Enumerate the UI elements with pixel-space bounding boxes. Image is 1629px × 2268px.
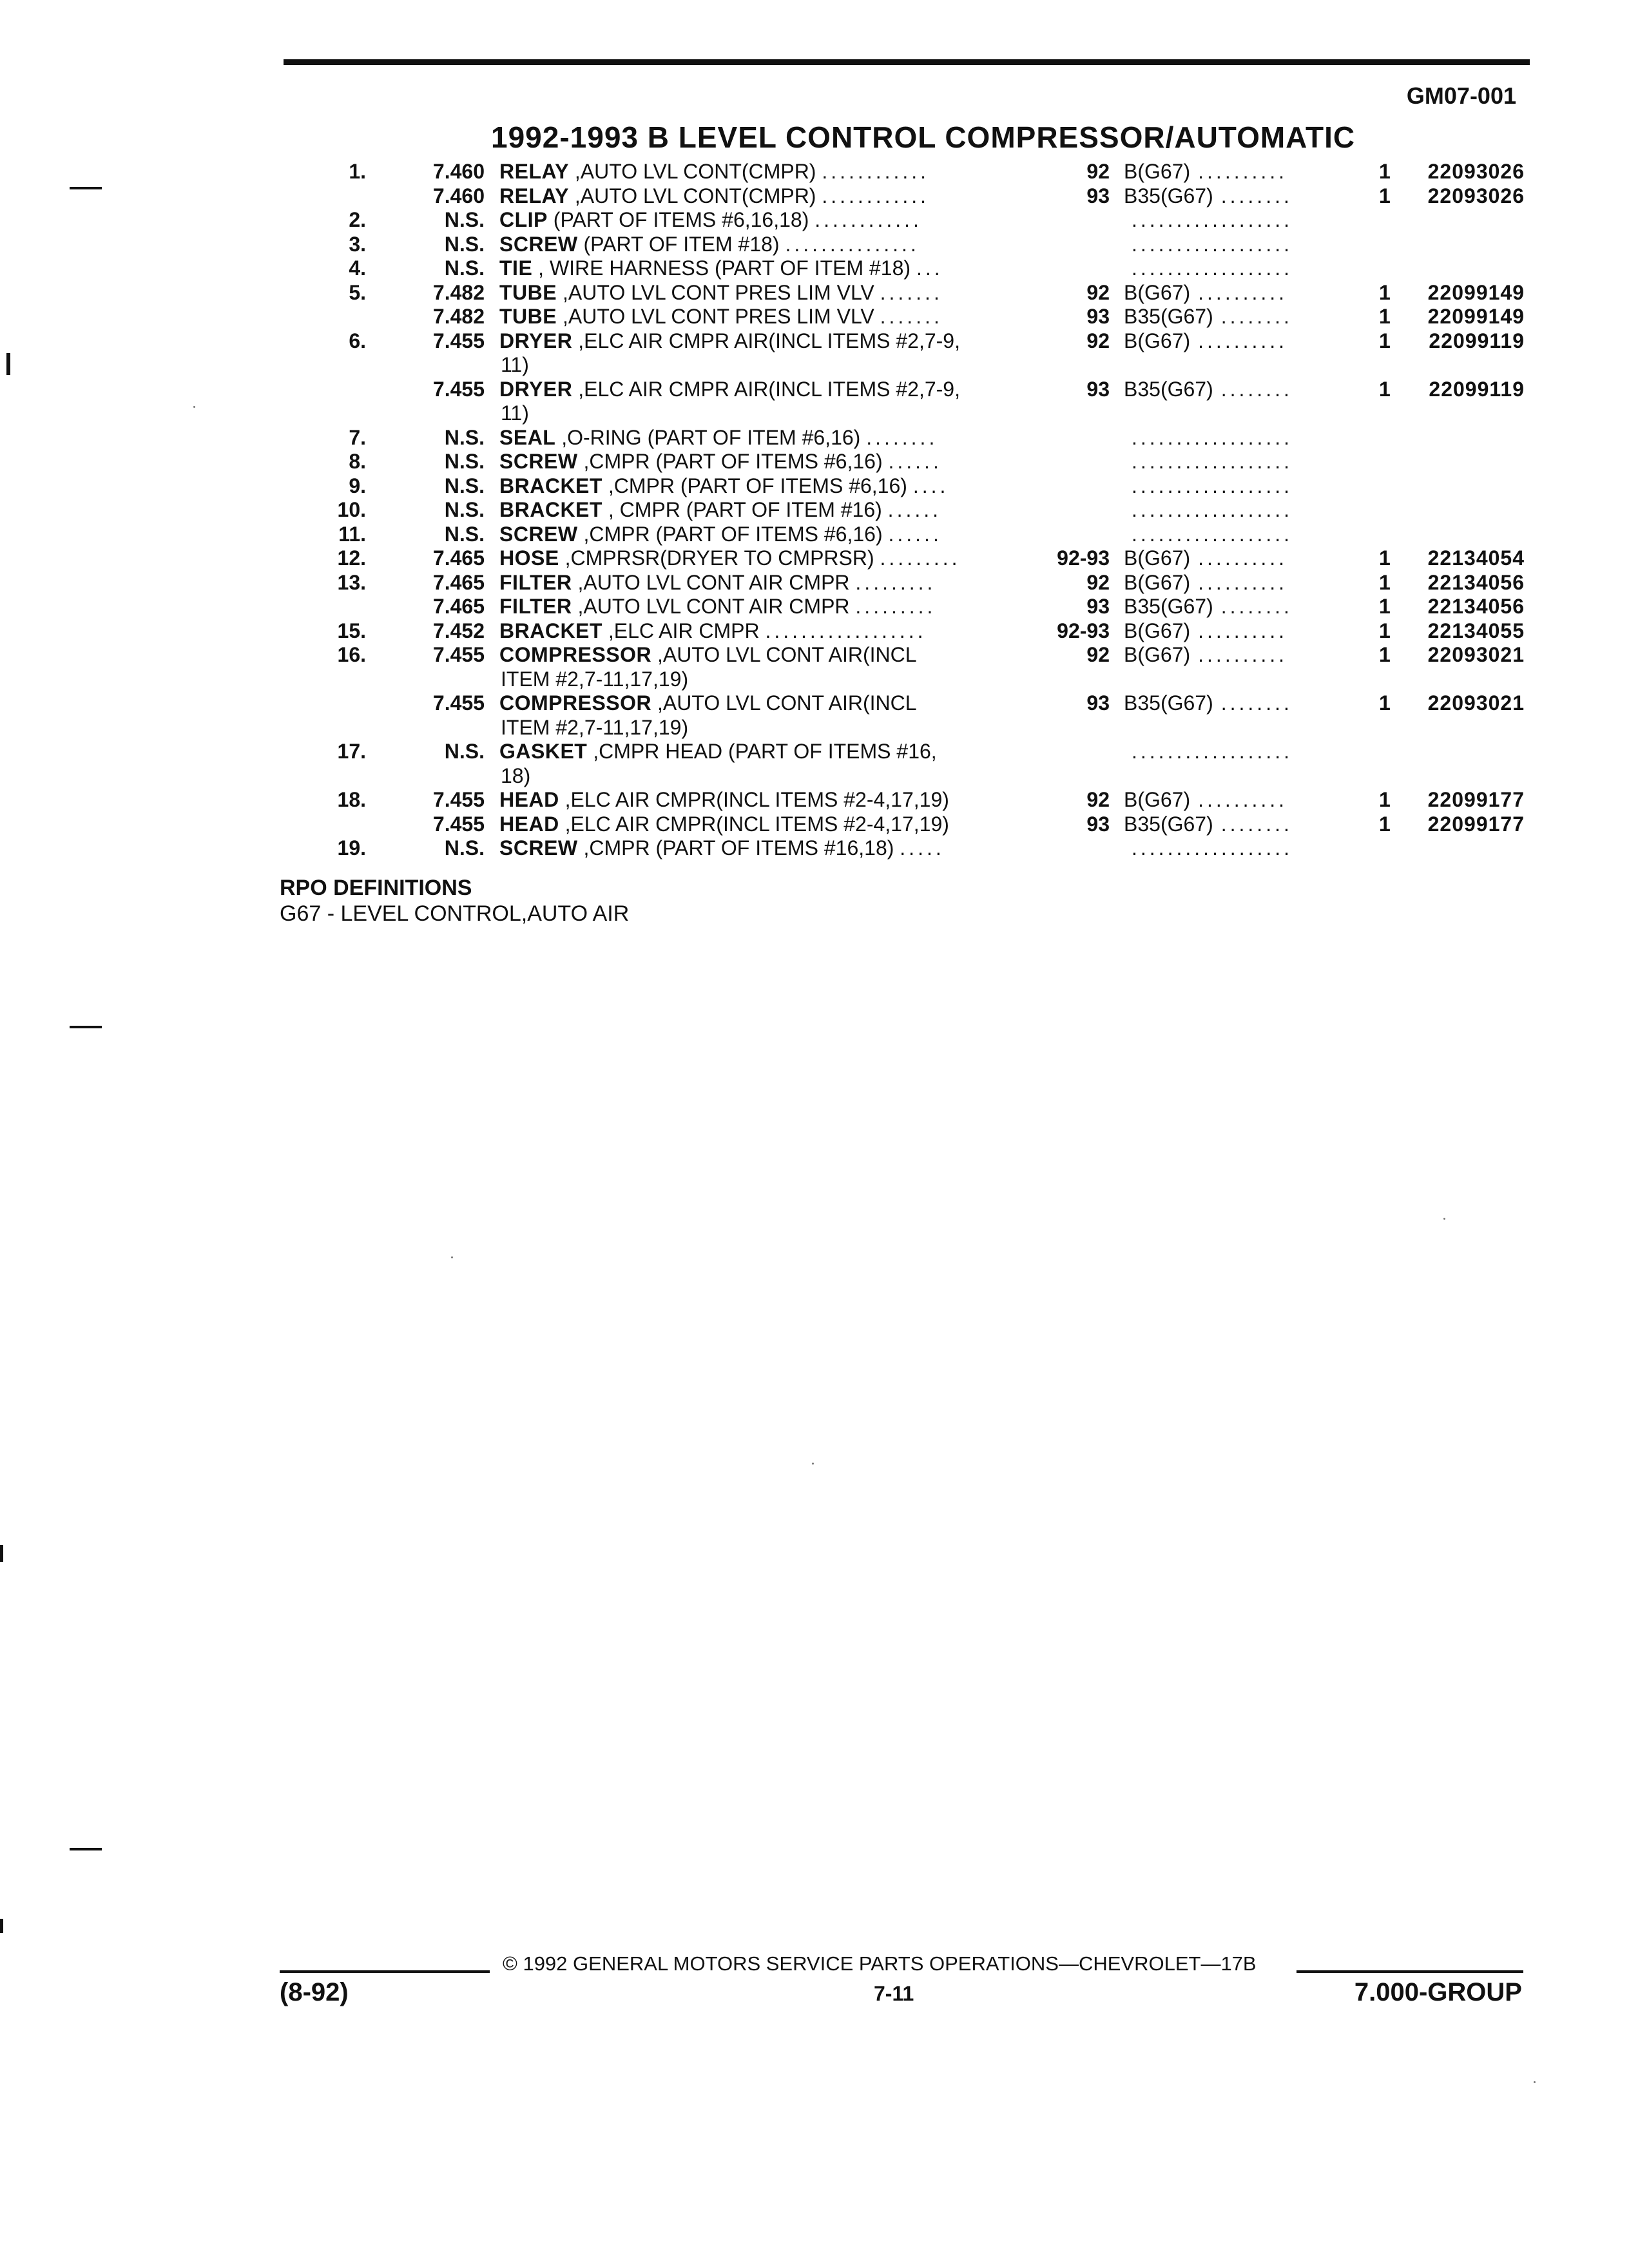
group-number: 7.482 — [432, 280, 485, 304]
model-code — [1124, 812, 1362, 837]
leader-dots: ......... — [855, 595, 936, 618]
model-code — [1124, 836, 1362, 861]
parts-row — [0, 474, 1629, 499]
scan-speck — [812, 1463, 814, 1465]
footer-date: (8-92) — [280, 1978, 349, 2006]
part-name: DRYER — [499, 377, 573, 401]
group-number: 7.455 — [432, 643, 485, 666]
parts-row — [0, 546, 1629, 571]
part-description — [499, 595, 1034, 619]
part-detail: ,AUTO LVL CONT AIR CMPR — [577, 570, 850, 594]
part-description — [499, 498, 1034, 523]
group-number: 7.455 — [432, 329, 485, 352]
model-code — [1124, 788, 1362, 812]
part-name: BRACKET — [499, 619, 602, 642]
part-number: 22099119 — [1429, 377, 1525, 401]
quantity: 1 — [1379, 643, 1391, 666]
part-number: 22134056 — [1427, 595, 1525, 618]
part-detail: , CMPR (PART OF ITEM #16) — [608, 498, 882, 521]
item-number: 5. — [349, 280, 366, 304]
item-number: 4. — [349, 256, 366, 280]
page-title: 1992-1993 B LEVEL CONTROL COMPRESSOR/AUTOMATIC — [491, 120, 1356, 154]
model-year: 93 — [1086, 595, 1110, 618]
item-number: 2. — [349, 208, 366, 231]
part-detail: ,AUTO LVL CONT(CMPR) — [574, 160, 816, 183]
part-detail: ,CMPR (PART OF ITEMS #16,18) — [583, 836, 894, 860]
model-code-text: B(G67) — [1124, 788, 1191, 811]
leader-dots: .... — [912, 474, 949, 497]
parts-row — [0, 450, 1629, 474]
part-detail: (PART OF ITEMS #6,16,18) — [553, 208, 809, 231]
part-number: 22134056 — [1427, 570, 1525, 594]
leader-dots: ....... — [880, 305, 943, 328]
item-number: 19. — [337, 836, 366, 860]
part-number: 22099149 — [1427, 305, 1525, 328]
part-name: DRYER — [499, 329, 573, 352]
part-name: SCREW — [499, 232, 578, 256]
part-description — [499, 305, 1034, 329]
group-number: 7.465 — [432, 546, 485, 570]
part-detail: ,AUTO LVL CONT(CMPR) — [574, 184, 816, 207]
model-leader-dots: .......... — [1198, 643, 1288, 666]
model-year: 93 — [1086, 305, 1110, 328]
part-description — [499, 208, 1034, 233]
quantity: 1 — [1379, 280, 1391, 304]
quantity: 1 — [1379, 546, 1391, 570]
parts-row — [0, 160, 1629, 184]
parts-list — [0, 160, 1629, 861]
part-number: 22099177 — [1427, 812, 1525, 836]
model-leader-dots: ........ — [1220, 691, 1293, 715]
group-number: N.S. — [444, 425, 485, 449]
leader-dots: ........ — [866, 425, 938, 449]
part-description — [499, 378, 1034, 426]
item-number: 13. — [337, 570, 366, 594]
parts-row — [0, 691, 1629, 740]
group-number: 7.460 — [432, 160, 485, 183]
part-description — [499, 184, 1034, 209]
description-continued: 11) — [501, 353, 529, 376]
part-detail: ,ELC AIR CMPR — [608, 619, 760, 642]
leader-dots: ......... — [880, 546, 961, 570]
part-name: BRACKET — [499, 498, 602, 521]
footer-page-number: 7-11 — [874, 1982, 914, 2005]
model-code — [1124, 184, 1362, 209]
leader-dots: ............ — [822, 160, 930, 183]
part-number: 22093021 — [1427, 691, 1525, 715]
quantity: 1 — [1379, 691, 1391, 715]
model-leader-dots: ........ — [1220, 812, 1293, 836]
part-name: SCREW — [499, 522, 578, 546]
part-description — [499, 812, 1034, 837]
part-detail: , WIRE HARNESS (PART OF ITEM #18) — [538, 256, 911, 280]
model-code-text: B35(G67) — [1124, 184, 1213, 207]
rpo-definition: G67 - LEVEL CONTROL,AUTO AIR — [280, 901, 630, 926]
parts-row — [0, 643, 1629, 691]
model-code — [1124, 208, 1362, 233]
model-leader-dots: .......... — [1198, 570, 1288, 594]
part-name: TUBE — [499, 280, 557, 304]
leader-dots: ............ — [815, 208, 922, 231]
parts-row — [0, 788, 1629, 812]
part-detail: ,CMPR (PART OF ITEMS #6,16) — [608, 474, 907, 497]
part-number: 22093026 — [1427, 160, 1525, 183]
model-code-text: B35(G67) — [1124, 691, 1213, 715]
top-rule — [284, 59, 1530, 65]
model-code-text: B(G67) — [1124, 570, 1191, 594]
model-year: 93 — [1086, 377, 1110, 401]
model-code-text: B(G67) — [1124, 160, 1191, 183]
part-description — [499, 691, 1034, 740]
part-detail: ,AUTO LVL CONT AIR CMPR — [577, 595, 850, 618]
part-detail: ,AUTO LVL CONT AIR(INCL — [657, 691, 917, 715]
model-code — [1124, 619, 1362, 644]
group-number: N.S. — [444, 256, 485, 280]
part-name: HOSE — [499, 546, 559, 570]
model-code — [1124, 329, 1362, 354]
quantity: 1 — [1379, 377, 1391, 401]
parts-row — [0, 233, 1629, 257]
model-code-text: B(G67) — [1124, 280, 1191, 304]
part-name: HEAD — [499, 788, 559, 811]
footer-rule-left — [280, 1970, 490, 1973]
group-number: N.S. — [444, 450, 485, 473]
footer-group: 7.000-GROUP — [1354, 1978, 1522, 2006]
model-code — [1124, 160, 1362, 184]
scan-mark — [0, 1919, 3, 1933]
model-year: 92 — [1086, 280, 1110, 304]
part-detail: ,CMPRSR(DRYER TO CMPRSR) — [564, 546, 874, 570]
model-leader-dots: .................. — [1132, 474, 1293, 497]
model-code-text: B(G67) — [1124, 643, 1191, 666]
parts-row — [0, 498, 1629, 523]
part-description — [499, 281, 1034, 305]
part-description — [499, 836, 1034, 861]
model-code-text: B(G67) — [1124, 619, 1191, 642]
model-year: 92 — [1086, 570, 1110, 594]
leader-dots: ... — [916, 256, 943, 280]
part-description — [499, 523, 1034, 547]
leader-dots: ....... — [880, 280, 943, 304]
scan-mark — [0, 1545, 3, 1562]
group-number: 7.465 — [432, 570, 485, 594]
rpo-heading: RPO DEFINITIONS — [280, 876, 472, 900]
part-name: RELAY — [499, 160, 570, 183]
part-detail: ,ELC AIR CMPR AIR(INCL ITEMS #2,7-9, — [578, 329, 960, 352]
model-leader-dots: .................. — [1132, 208, 1293, 231]
part-description — [499, 450, 1034, 474]
part-detail: ,AUTO LVL CONT PRES LIM VLV — [563, 305, 874, 328]
parts-row — [0, 208, 1629, 233]
model-leader-dots: .......... — [1198, 280, 1288, 304]
model-code — [1124, 643, 1362, 668]
part-number: 22093026 — [1427, 184, 1525, 207]
parts-row — [0, 836, 1629, 861]
part-name: HEAD — [499, 812, 559, 836]
part-number: 22134054 — [1427, 546, 1525, 570]
model-code-text: B(G67) — [1124, 546, 1191, 570]
model-leader-dots: .......... — [1198, 160, 1288, 183]
model-leader-dots: ........ — [1220, 305, 1293, 328]
leader-dots: ............... — [785, 232, 920, 256]
item-number: 11. — [338, 522, 366, 546]
part-name: GASKET — [499, 740, 588, 763]
model-leader-dots: .................. — [1132, 498, 1293, 521]
group-number: N.S. — [444, 498, 485, 521]
part-detail: (PART OF ITEM #18) — [583, 232, 780, 256]
model-code-text: B35(G67) — [1124, 305, 1213, 328]
description-continued: 18) — [501, 764, 531, 787]
item-number: 10. — [337, 498, 366, 521]
part-detail: ,AUTO LVL CONT AIR(INCL — [657, 643, 917, 666]
parts-row — [0, 184, 1629, 209]
model-code — [1124, 450, 1362, 474]
model-code — [1124, 281, 1362, 305]
model-leader-dots: .................. — [1132, 836, 1293, 860]
model-leader-dots: .................. — [1132, 232, 1293, 256]
part-description — [499, 643, 1034, 691]
group-number: 7.455 — [432, 377, 485, 401]
model-code — [1124, 474, 1362, 499]
group-number: N.S. — [444, 522, 485, 546]
model-year: 93 — [1086, 184, 1110, 207]
item-number: 7. — [349, 425, 366, 449]
scan-speck — [451, 1256, 453, 1258]
part-number: 22134055 — [1427, 619, 1525, 642]
quantity: 1 — [1379, 160, 1391, 183]
group-number: 7.452 — [432, 619, 485, 642]
part-description — [499, 619, 1034, 644]
leader-dots: ...... — [888, 522, 942, 546]
leader-dots: .................. — [765, 619, 927, 642]
model-code — [1124, 498, 1362, 523]
item-number: 17. — [337, 740, 366, 763]
parts-row — [0, 523, 1629, 547]
scan-mark — [70, 1848, 102, 1850]
model-leader-dots: .......... — [1198, 619, 1288, 642]
parts-row — [0, 281, 1629, 305]
model-code — [1124, 305, 1362, 329]
model-code-text: B35(G67) — [1124, 812, 1213, 836]
part-detail: ,ELC AIR CMPR(INCL ITEMS #2-4,17,19) — [564, 788, 949, 811]
model-leader-dots: .......... — [1198, 546, 1288, 570]
footer-copyright: © 1992 GENERAL MOTORS SERVICE PARTS OPERATIONS—CHEVROLET—17B — [503, 1952, 1257, 1975]
part-name: FILTER — [499, 595, 572, 618]
model-year: 93 — [1086, 691, 1110, 715]
quantity: 1 — [1379, 570, 1391, 594]
part-detail: ,CMPR (PART OF ITEMS #6,16) — [583, 450, 883, 473]
model-leader-dots: .................. — [1132, 425, 1293, 449]
quantity: 1 — [1379, 305, 1391, 328]
group-number: N.S. — [444, 232, 485, 256]
model-leader-dots: .................. — [1132, 740, 1293, 763]
part-description — [499, 233, 1034, 257]
model-leader-dots: .................. — [1132, 450, 1293, 473]
part-description — [499, 788, 1034, 812]
group-number: N.S. — [444, 474, 485, 497]
part-number: 22099149 — [1427, 280, 1525, 304]
quantity: 1 — [1379, 184, 1391, 207]
part-number: 22093021 — [1427, 643, 1525, 666]
model-code — [1124, 256, 1362, 281]
part-description — [499, 426, 1034, 450]
part-name: COMPRESSOR — [499, 691, 652, 715]
part-name: SCREW — [499, 836, 578, 860]
model-leader-dots: .......... — [1198, 788, 1288, 811]
quantity: 1 — [1379, 788, 1391, 811]
rpo-definitions — [280, 875, 629, 927]
group-number: N.S. — [444, 208, 485, 231]
item-number: 8. — [349, 450, 366, 473]
model-code — [1124, 233, 1362, 257]
model-code — [1124, 595, 1362, 619]
model-leader-dots: .......... — [1198, 329, 1288, 352]
description-continued: 11) — [501, 401, 529, 425]
item-number: 9. — [349, 474, 366, 497]
part-number: 22099119 — [1429, 329, 1525, 352]
parts-row — [0, 305, 1629, 329]
part-name: COMPRESSOR — [499, 643, 652, 666]
part-name: SCREW — [499, 450, 578, 473]
item-number: 6. — [349, 329, 366, 352]
part-description — [499, 740, 1034, 788]
model-code — [1124, 523, 1362, 547]
part-description — [499, 329, 1034, 378]
group-number: 7.455 — [432, 812, 485, 836]
group-number: 7.455 — [432, 788, 485, 811]
part-name: SEAL — [499, 425, 556, 449]
group-number: 7.455 — [432, 691, 485, 715]
leader-dots: ............ — [822, 184, 930, 207]
model-code-text: B35(G67) — [1124, 595, 1213, 618]
part-name: TUBE — [499, 305, 557, 328]
part-detail: ,O-RING (PART OF ITEM #6,16) — [561, 425, 861, 449]
scan-speck — [1443, 1218, 1445, 1220]
group-number: 7.482 — [432, 305, 485, 328]
part-name: TIE — [499, 256, 533, 280]
group-number: 7.465 — [432, 595, 485, 618]
part-description — [499, 256, 1034, 281]
part-description — [499, 571, 1034, 595]
model-leader-dots: ........ — [1220, 184, 1293, 207]
part-description — [499, 160, 1034, 184]
scan-speck — [1534, 2081, 1536, 2083]
model-year: 93 — [1086, 812, 1110, 836]
model-code — [1124, 740, 1362, 764]
model-leader-dots: ........ — [1220, 595, 1293, 618]
model-year: 92 — [1086, 643, 1110, 666]
item-number: 3. — [349, 232, 366, 256]
group-number: N.S. — [444, 836, 485, 860]
quantity: 1 — [1379, 595, 1391, 618]
parts-row — [0, 571, 1629, 595]
item-number: 12. — [337, 546, 366, 570]
parts-row — [0, 619, 1629, 644]
quantity: 1 — [1379, 812, 1391, 836]
model-code — [1124, 691, 1362, 716]
footer-rule-right — [1296, 1970, 1523, 1973]
group-number: N.S. — [444, 740, 485, 763]
model-code — [1124, 378, 1362, 402]
parts-row — [0, 329, 1629, 378]
item-number: 15. — [337, 619, 366, 642]
model-leader-dots: ........ — [1220, 377, 1293, 401]
scan-mark — [70, 187, 102, 189]
part-description — [499, 474, 1034, 499]
item-number: 18. — [337, 788, 366, 811]
scan-speck — [193, 406, 195, 408]
description-continued: ITEM #2,7-11,17,19) — [501, 715, 689, 739]
part-detail: ,CMPR (PART OF ITEMS #6,16) — [583, 522, 883, 546]
document-code: GM07-001 — [1406, 82, 1516, 109]
part-detail: ,ELC AIR CMPR(INCL ITEMS #2-4,17,19) — [564, 812, 949, 836]
part-detail: ,ELC AIR CMPR AIR(INCL ITEMS #2,7-9, — [578, 377, 960, 401]
leader-dots: ..... — [900, 836, 945, 860]
part-name: FILTER — [499, 570, 572, 594]
parts-row — [0, 740, 1629, 788]
scan-mark — [6, 353, 10, 375]
group-number: 7.460 — [432, 184, 485, 207]
model-code — [1124, 426, 1362, 450]
parts-row — [0, 378, 1629, 426]
parts-row — [0, 256, 1629, 281]
scan-mark — [70, 1026, 102, 1028]
model-year: 92-93 — [1057, 619, 1110, 642]
model-year: 92 — [1086, 329, 1110, 352]
model-year: 92 — [1086, 160, 1110, 183]
model-code — [1124, 571, 1362, 595]
description-continued: ITEM #2,7-11,17,19) — [501, 667, 689, 691]
model-leader-dots: .................. — [1132, 256, 1293, 280]
model-year: 92 — [1086, 788, 1110, 811]
leader-dots: ......... — [855, 570, 936, 594]
part-name: CLIP — [499, 208, 548, 231]
part-number: 22099177 — [1427, 788, 1525, 811]
item-number: 16. — [337, 643, 366, 666]
part-description — [499, 546, 1034, 571]
leader-dots: ...... — [887, 498, 942, 521]
quantity: 1 — [1379, 619, 1391, 642]
part-detail: ,AUTO LVL CONT PRES LIM VLV — [563, 280, 874, 304]
parts-row — [0, 595, 1629, 619]
leader-dots: ...... — [888, 450, 942, 473]
parts-row — [0, 812, 1629, 837]
parts-row — [0, 426, 1629, 450]
item-number: 1. — [349, 160, 366, 183]
model-code-text: B(G67) — [1124, 329, 1191, 352]
model-code-text: B35(G67) — [1124, 377, 1213, 401]
part-name: RELAY — [499, 184, 570, 207]
model-year: 92-93 — [1057, 546, 1110, 570]
model-leader-dots: .................. — [1132, 522, 1293, 546]
quantity: 1 — [1379, 329, 1391, 352]
part-name: BRACKET — [499, 474, 602, 497]
model-code — [1124, 546, 1362, 571]
part-detail: ,CMPR HEAD (PART OF ITEMS #16, — [593, 740, 937, 763]
